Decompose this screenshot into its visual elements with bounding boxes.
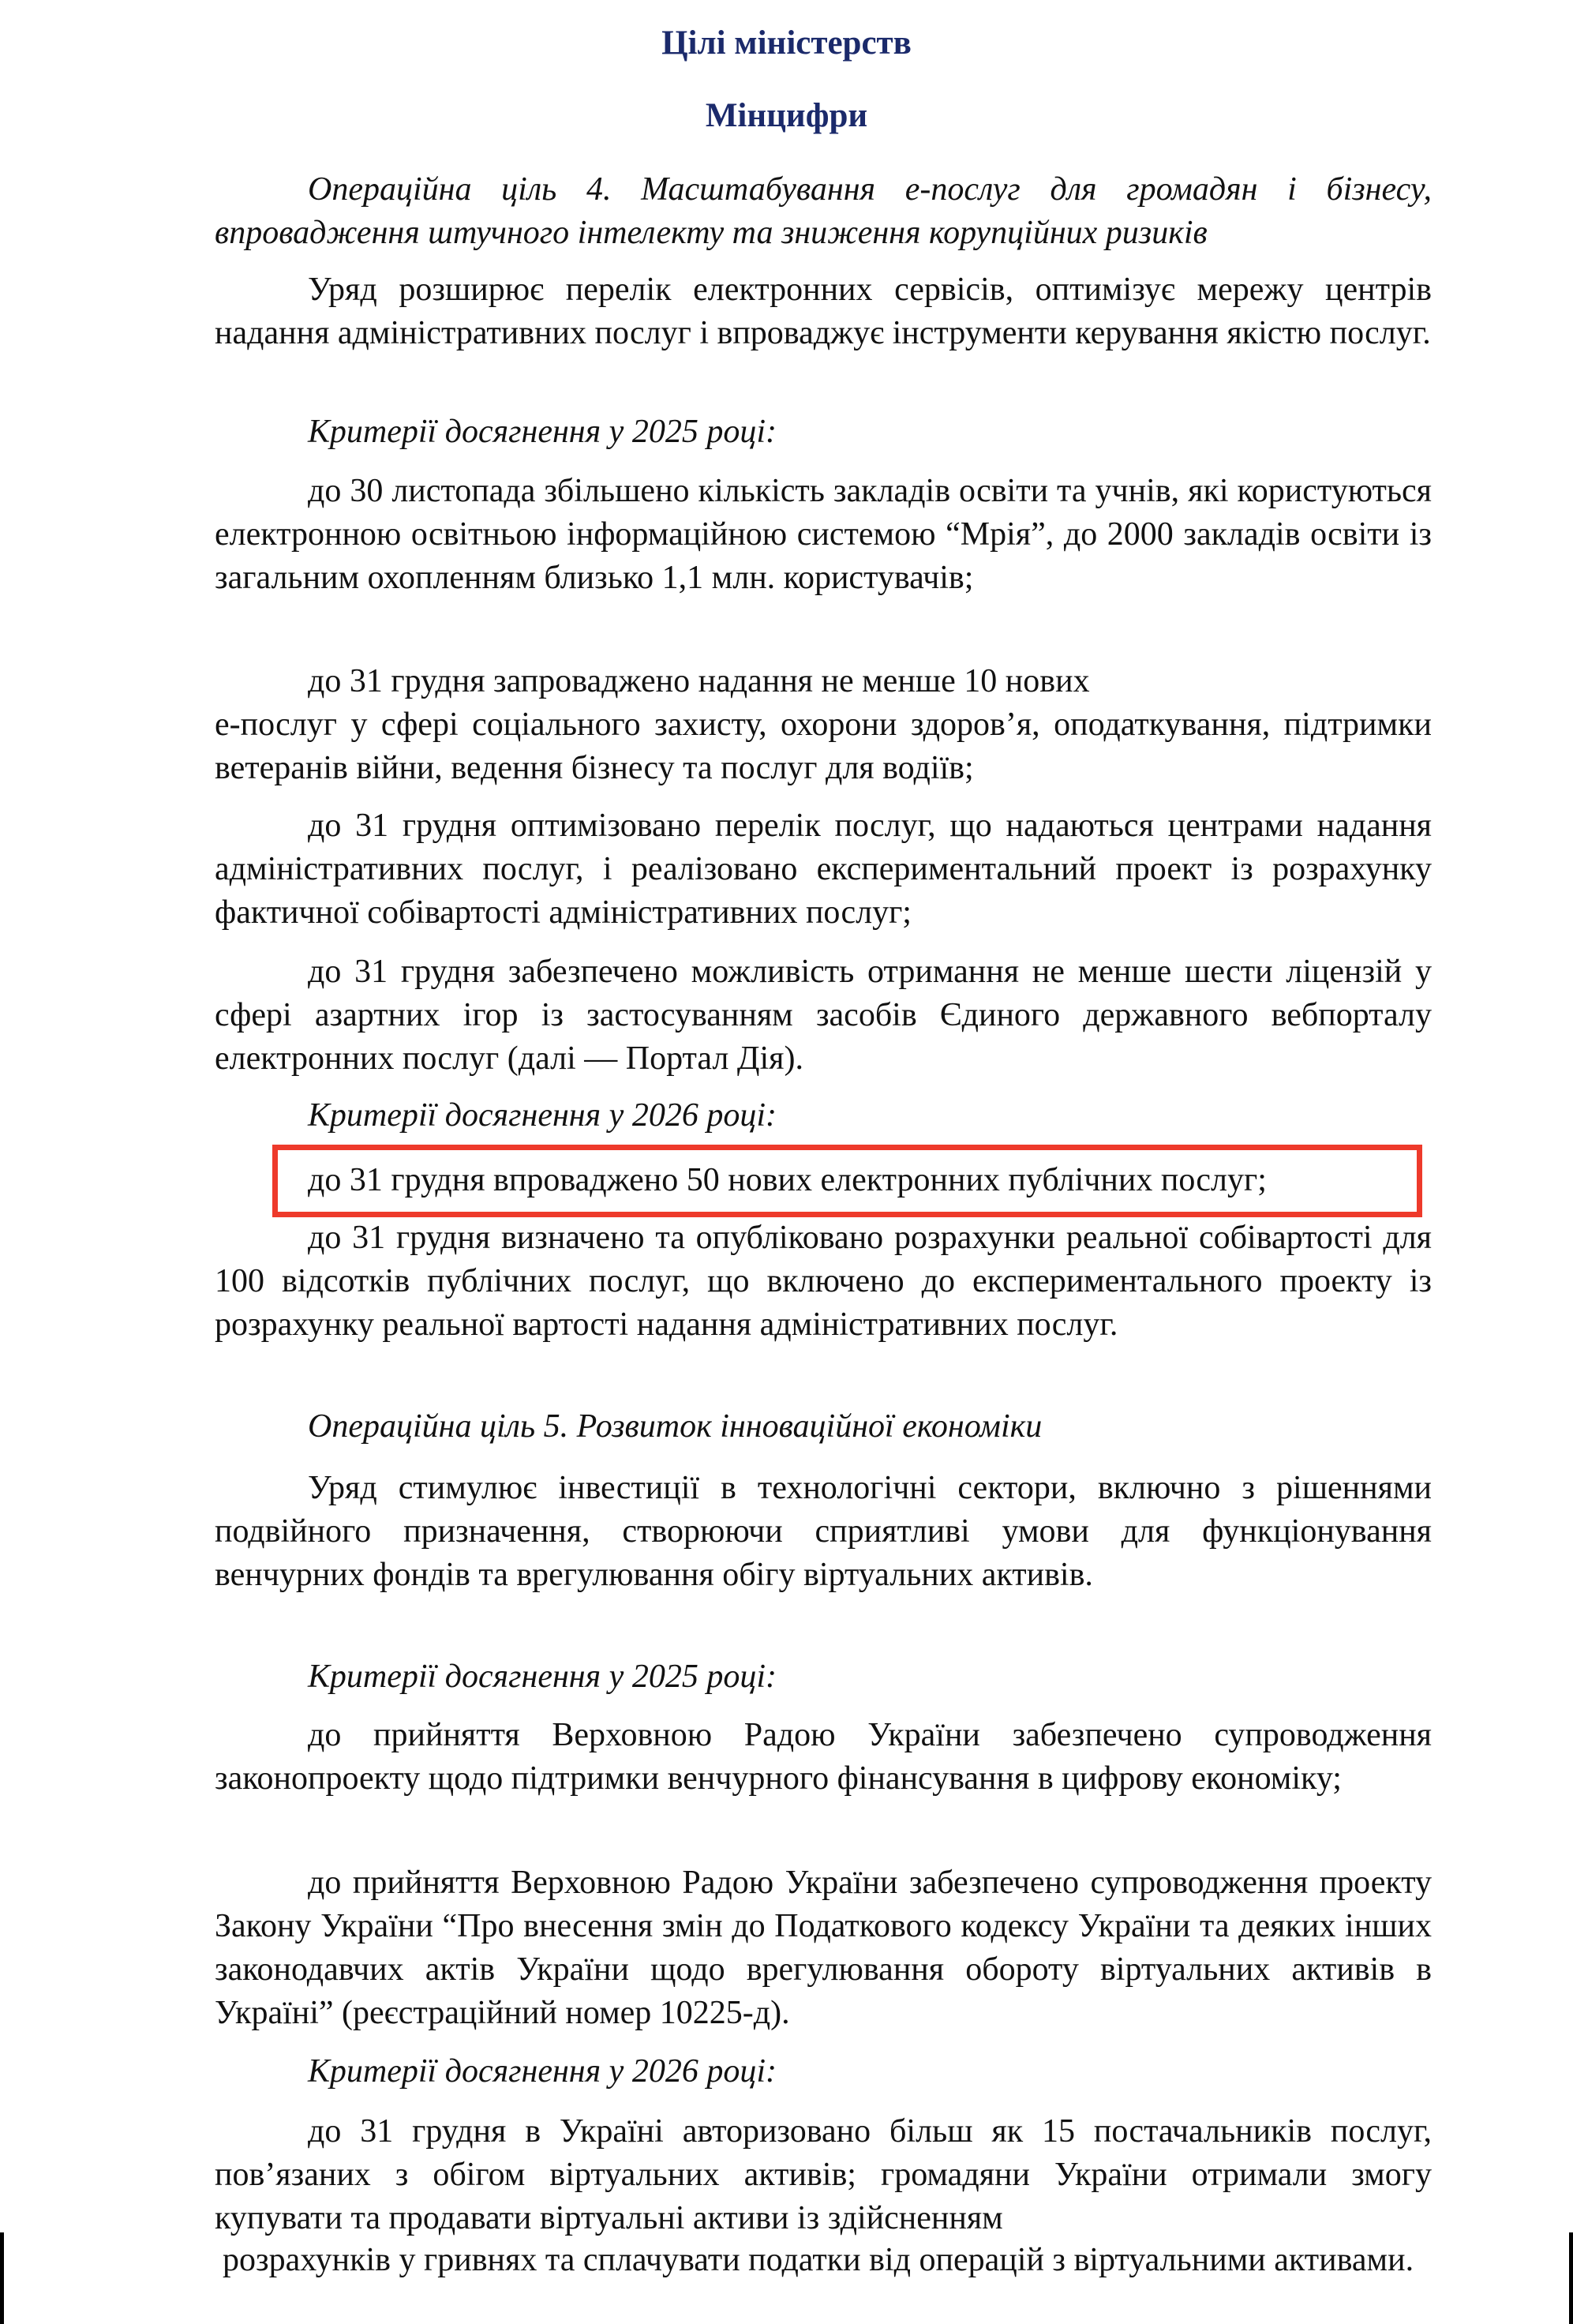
page-title: Цілі міністерств [661, 24, 912, 62]
highlighted-criteria-item: до 31 грудня впроваджено 50 нових електронних публічних послуг; [308, 1162, 1267, 1198]
right-edge-bar [1569, 2232, 1573, 2324]
goal4-intro: Уряд розширює перелік електронних сервісів, оптимізує мережу центрів надання адміністративних послуг і впроваджує інструменти керування якістю послуг. [215, 272, 1432, 351]
goal4-heading: Операційна ціль 4. Масштабування е-послуг для громадян і бізнесу, впровадження штучного інтелекту та зниження корупційних ризиків [215, 171, 1432, 251]
criteria-item: до прийняття Верховною Радою України забезпечено супроводження законопроекту щодо підтримки венчурного фінансування в цифрову економіку; [215, 1717, 1432, 1797]
criteria-item: до прийняття Верховною Радою України забезпечено супроводження проекту Закону України “Про внесення змін до Податкового кодексу України та деяких інших законодавчих актів України щодо врегулювання обороту віртуальних активів в Україні” (реєстраційний номер 10225-д). [215, 1865, 1432, 2031]
ministry-title: Мінцифри [705, 97, 868, 134]
criteria-item: до 31 грудня визначено та опубліковано розрахунки реальної собівартості для 100 відсотків публічних послуг, що включено до експериментального проекту із розрахунку реальної вартості надання адміністративних послуг. [215, 1220, 1432, 1343]
criteria-item: до 31 грудня оптимізовано перелік послуг, що надаються центрами надання адміністративних послуг, і реалізовано експериментальний проект із розрахунку фактичної собівартості адміністративних послуг; [215, 808, 1432, 931]
criteria-item: до 31 грудня запроваджено надання не менше 10 нових [308, 663, 1090, 699]
goal5-criteria-2026-heading: Критерії досягнення у 2026 році: [308, 2053, 777, 2090]
criteria-item-continuation: е-послуг у сфері соціального захисту, охорони здоров’я, оподаткування, підтримки ветеранів війни, ведення бізнесу та послуг для водіїв; [215, 707, 1432, 786]
left-edge-bar [0, 2232, 4, 2324]
goal5-criteria-2025-heading: Критерії досягнення у 2025 році: [308, 1659, 777, 1695]
goal4-criteria-2025-heading: Критерії досягнення у 2025 році: [308, 414, 777, 450]
goal4-criteria-2026-heading: Критерії досягнення у 2026 році: [308, 1097, 777, 1134]
criteria-item: до 30 листопада збільшено кількість закладів освіти та учнів, які користуються електронною освітньою інформаційною системою “Мрія”, до 2000 закладів освіти із загальним охопленням близько 1,1 млн. користувачів; [215, 473, 1432, 596]
criteria-item-continuation: розрахунків у гривнях та сплачувати податки від операцій з віртуальними активами. [223, 2242, 1414, 2278]
goal5-heading: Операційна ціль 5. Розвиток інноваційної економіки [308, 1408, 1043, 1445]
goal5-intro: Уряд стимулює інвестиції в технологічні сектори, включно з рішеннями подвійного призначення, створюючи сприятливі умови для функціонування венчурних фондів та врегулювання обігу віртуальних активів. [215, 1470, 1432, 1593]
criteria-item: до 31 грудня в Україні авторизовано більш як 15 постачальників послуг, пов’язаних з обігом віртуальних активів; громадяни України отримали змогу купувати та продавати віртуальні активи із здійсненням [215, 2113, 1432, 2236]
criteria-item: до 31 грудня забезпечено можливість отримання не менше шести ліцензій у сфері азартних ігор із застосуванням засобів Єдиного державного вебпорталу електронних послуг (далі — Портал Дія). [215, 954, 1432, 1077]
